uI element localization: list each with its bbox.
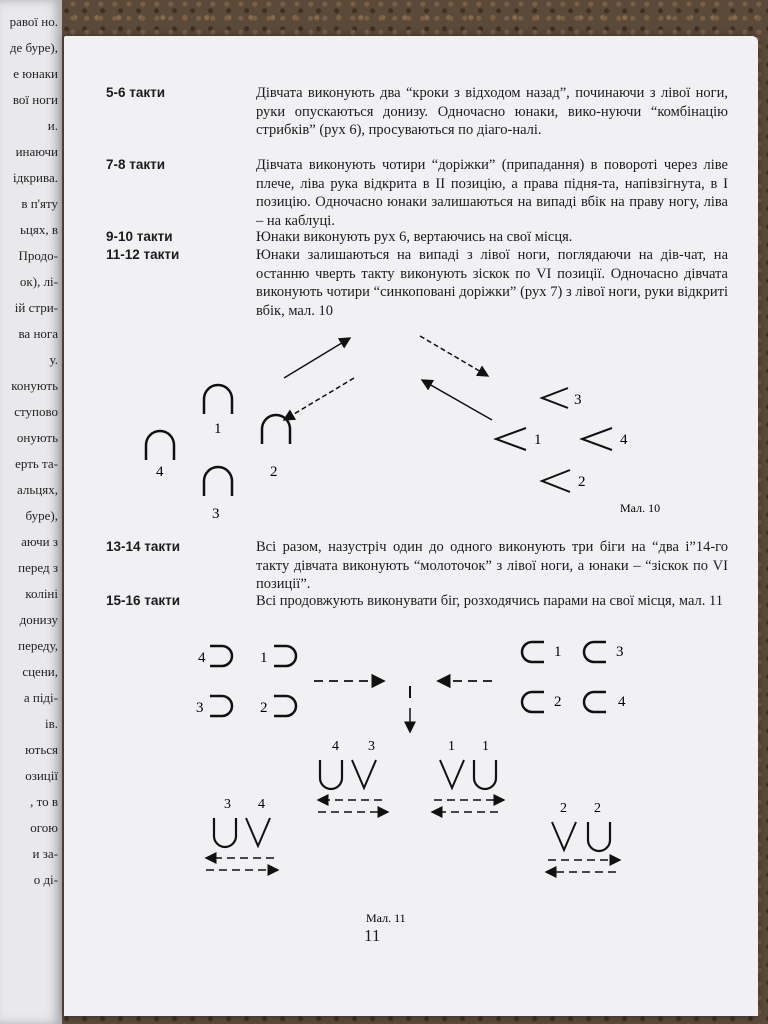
dancer-number: 1 [534,432,542,448]
left-page-fragment: онують [16,430,58,445]
dancer-number: 1 [260,650,268,666]
left-page-fragment: равої но. [9,14,58,29]
left-page-fragment: колінi [25,586,58,601]
row-label: 11-12 такти [106,247,180,262]
dancer-number: 4 [198,650,206,666]
dancer-number: 3 [212,506,220,522]
row-label: 13-14 такти [106,539,181,554]
dancer-number: 2 [260,700,268,716]
page-number: 11 [364,926,381,945]
figure-caption: Мал. 11 [366,911,406,925]
dancer-boy-symbol [274,646,296,666]
dancer-number: 1 [214,421,222,437]
left-page-fragment: и за- [32,846,58,861]
dancer-boy-symbol [210,696,232,716]
dancer-number: 1 [482,739,489,754]
dancer-boy-symbol [588,822,610,851]
dancer-girl-symbol [522,642,544,662]
row-text: Юнаки залишаються на випаді з лівої ноги, поглядаючи на дів-чат, на останню чверть такту виконують зіскок по VI позиції. Одночасно дівчата виконують чотири “синкоповані доріжки” (рух 7) з лівої ноги, руки відкриті вбік, мал. 10 [256,247,728,319]
left-page-fragment: де буре), [9,40,58,55]
left-page-fragment: огою [30,820,58,835]
dancer-number: 4 [620,432,628,448]
row-text: Всі разом, назустріч один до одного виконують три біги на “два і”14-го такту дівчата виконують “молоточок” з лівої ноги, а юнаки – “зіскок по VI позиції”. [256,539,728,592]
left-page-fragment: и. [47,118,58,133]
dancer-number: 3 [196,700,204,716]
dancer-number: 2 [560,801,567,816]
previous-page-edge [0,0,62,1024]
left-page-fragment: ів. [45,716,58,731]
left-page-fragment: донизу [19,612,58,627]
dancer-girl-symbol [552,822,576,850]
left-page-fragment: Продо- [18,248,58,263]
dancer-girl-symbol [440,760,464,788]
figure-11 [64,36,758,1016]
row-label: 15-16 такти [106,593,181,608]
dancer-girl-symbol [522,692,544,712]
dancer-boy-symbol [474,760,496,789]
dancer-girl-symbol [246,818,270,846]
left-page-fragment: сцени, [22,664,58,679]
dancer-number: 1 [554,644,562,660]
left-page-fragment: ва нога [18,326,58,341]
dancer-boy-symbol [210,646,232,666]
left-page-fragment: переду, [18,638,58,653]
left-page-fragment: ються [25,742,58,757]
row-label: 9-10 такти [106,229,173,244]
dancer-girl-symbol [584,642,606,662]
book-page [64,36,758,1016]
figure-caption: Мал. 10 [620,501,661,515]
dancer-boy-symbol [320,760,342,789]
dancer-number: 4 [258,797,265,812]
left-page-fragment: озиції [25,768,58,783]
dancer-boy-symbol [214,818,236,847]
left-page-fragment: буре), [25,508,58,523]
dancer-number: 4 [156,464,164,480]
left-page-fragment: вої ноги [12,92,58,107]
dancer-number: 3 [616,644,624,660]
left-page-fragment: конують [11,378,58,393]
row-text: Всі продовжують виконувати біг, розходячись парами на свої місця, мал. 11 [256,593,724,609]
dancer-number: 3 [574,392,582,408]
dancer-number: 2 [270,464,278,480]
left-page-fragment: альцях, [17,482,58,497]
left-page-fragment: ій стри- [14,300,58,315]
left-page-fragment: ок), лі- [19,274,58,289]
left-page-fragment: в п'яту [21,196,58,211]
left-page-fragment: а піді- [23,690,58,705]
row-text: Дівчата виконують чотири “доріжки” (припадання) в повороті через ліве плече, ліва рука відкрита в II позицію, а права підня-та, напівзігнута, в I позицію. Одночасно юнаки залишаються на випаді вбік на праву ногу, ліва – на каблуці. [256,157,728,229]
left-page-fragment: у. [49,352,58,367]
left-page-fragment: инаючи [15,144,58,159]
dancer-girl-symbol [352,760,376,788]
left-page-fragment: о ді- [33,872,58,887]
dancer-number: 1 [448,739,455,754]
dancer-number: 2 [594,801,601,816]
dancer-girl-symbol [584,692,606,712]
row-text: Юнаки виконують рух 6, вертаючись на свої місця. [256,229,573,245]
left-page-fragment: , то в [30,794,58,809]
left-page-fragment: е юнаки [13,66,58,81]
left-page-fragment: ідкрива. [13,170,58,185]
left-page-fragment: ьцях, в [19,222,58,237]
dancer-number: 2 [554,694,562,710]
row-text: Дівчата виконують два “кроки з відходом назад”, починаючи з лівої ноги, руки опускаються донизу. Одночасно юнаки, вико-нуючи “комбінацію стрибків” (рух 6), просуваються по діаго-налі. [256,85,728,138]
left-page-fragment: перед з [18,560,58,575]
dancer-number: 4 [618,694,626,710]
left-page-fragment: аючи з [21,534,58,549]
dancer-boy-symbol [274,696,296,716]
dancer-number: 4 [332,739,339,754]
dancer-number: 3 [224,797,231,812]
left-page-fragment: ерть та- [15,456,58,471]
dancer-number: 3 [368,739,375,754]
dancer-number: 2 [578,474,586,490]
row-label: 7-8 такти [106,157,166,172]
row-label: 5-6 такти [106,85,166,100]
left-page-fragment: ступово [14,404,58,419]
